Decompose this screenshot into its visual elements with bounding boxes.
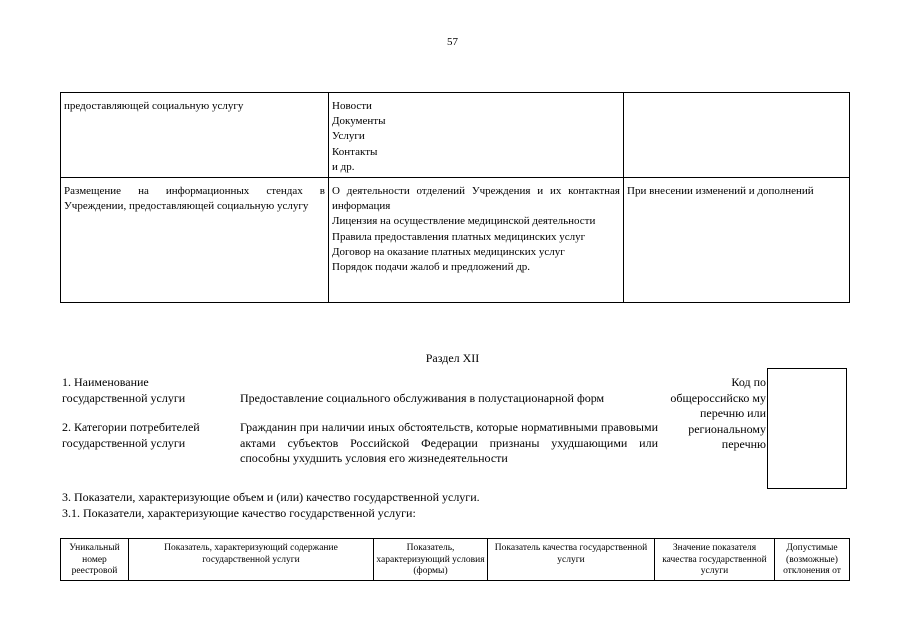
indicators-heading: 3. Показатели, характеризующие объем и (или) качество государственной услуги. [62, 490, 480, 504]
header-quality-indicator: Показатель качества государственной услуги [488, 539, 655, 581]
service-name-value: Предоставление социального обслуживания в полустационарной форм [240, 391, 605, 405]
list-item: О деятельности отделений Учреждения и их контактная информация [332, 185, 620, 213]
header-quality-value: Значение показателя качества государственной услуги [655, 539, 775, 581]
list-item: Контакты [332, 145, 378, 158]
header-allowed-deviation: Допустимые (возможные) отклонения от [775, 539, 850, 581]
table-row [61, 178, 850, 303]
quality-table [60, 538, 850, 581]
cell-channel [61, 178, 329, 303]
section-title: Раздел XII [425, 351, 480, 365]
list-item: и др. [332, 160, 355, 173]
info-table [60, 92, 850, 303]
list-item: Лицензия на осуществление медицинской деятельности [332, 215, 596, 228]
list-item: Правила предоставления платных медицинских услуг [332, 230, 586, 243]
quality-indicators-heading: 3.1. Показатели, характеризующие качество государственной услуги: [62, 506, 416, 520]
cell-content [329, 93, 624, 178]
header-content-indicator: Показатель, характеризующий содержание государственной услуги [129, 539, 374, 581]
list-item: Порядок подачи жалоб и предложений др. [332, 261, 531, 274]
table-header-row [61, 539, 850, 581]
cell-channel [61, 93, 329, 178]
table-row [61, 93, 850, 178]
service-name-label: 1. Наименование государственной услуги [62, 375, 186, 405]
registry-code-label: Код по общероссийско му перечню или региональному перечню [670, 375, 766, 451]
list-item: Новости [332, 100, 372, 112]
consumer-category-value: Гражданин при наличии иных обстоятельств, которые нормативными правовыми актами субъектов Российской Федерации признаны ухудшающими или способны ухудшить условия его жизнедеятельности [240, 420, 658, 465]
page-number: 57 [447, 36, 458, 48]
list-item: Документы [332, 115, 386, 128]
list-item: Договор на оказание платных медицинских услуг [332, 245, 565, 258]
cell-text: Размещение на информационных стендах в Учреждении, предоставляющей социальную услугу [64, 185, 325, 213]
cell-frequency: При внесении изменений и дополнений [624, 178, 850, 303]
registry-code-box [767, 368, 847, 489]
header-conditions-indicator: Показатель, характеризующий условия (формы) [374, 539, 488, 581]
list-item: Услуги [332, 130, 365, 143]
cell-content [329, 178, 624, 303]
header-registry-number: Уникальный номер реестровой [61, 539, 129, 581]
cell-text: предоставляющей социальную услугу [64, 100, 244, 112]
consumer-category-label: 2. Категории потребителей государственной услуги [62, 420, 200, 450]
cell-frequency [624, 93, 850, 178]
